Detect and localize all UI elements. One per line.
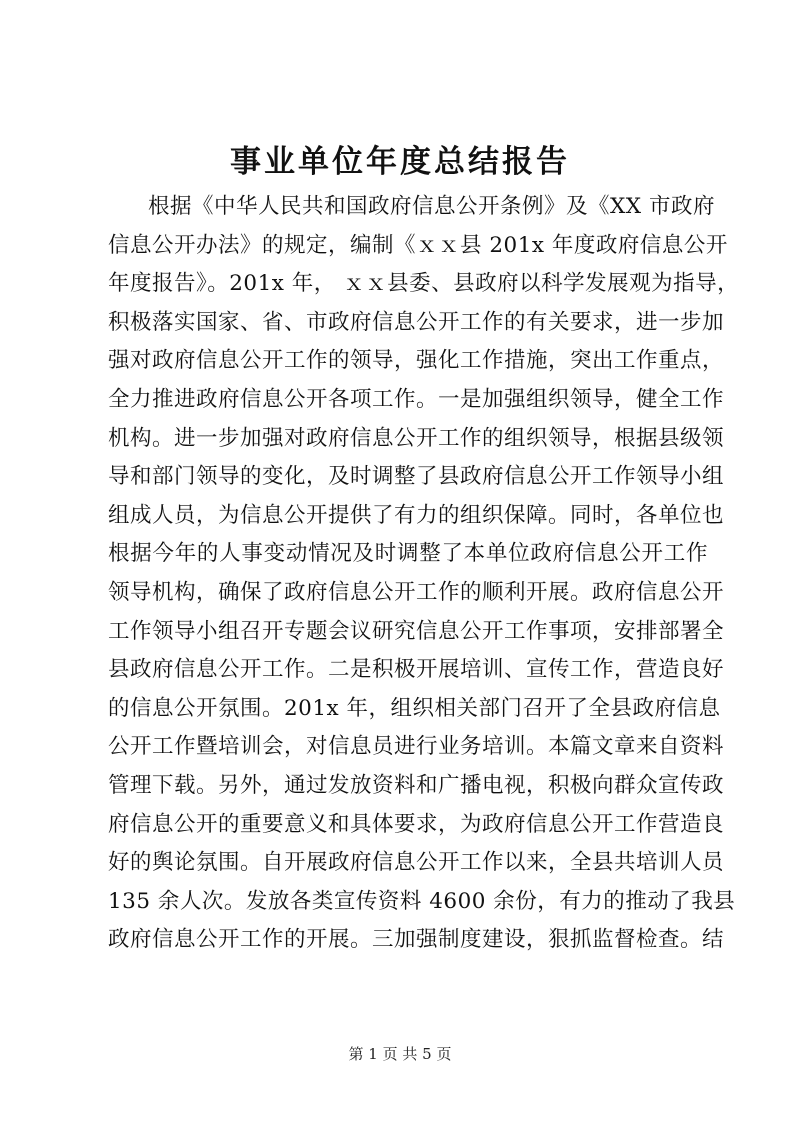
body-line: 领导机构，确保了政府信息公开工作的顺利开展。政府信息公开 [108, 579, 725, 605]
body-line: 管理下载。另外，通过发放资料和广播电视，积极向群众宣传政 [108, 772, 725, 798]
body-line: 工作领导小组召开专题会议研究信息公开工作事项，安排部署全 [108, 618, 725, 644]
body-line: 的信息公开氛围。201x 年，组织相关部门召开了全县政府信息 [108, 695, 721, 721]
body-line: 公开工作暨培训会，对信息员进行业务培训。本篇文章来自资料 [108, 734, 725, 760]
document-title: 事业单位年度总结报告 [230, 144, 570, 180]
body-line: 根据今年的人事变动情况及时调整了本单位政府信息公开工作 [108, 541, 708, 567]
body-line: 年度报告》。201x 年， ｘｘ县委、县政府以科学发展观为指导， [108, 271, 740, 297]
body-line: 机构。进一步加强对政府信息公开工作的组织领导，根据县级领 [108, 425, 725, 451]
body-line: 好的舆论氛围。自开展政府信息公开工作以来，全县共培训人员 [108, 850, 725, 876]
body-line: 信息公开办法》的规定，编制《ｘｘ县 201x 年度政府信息公开 [108, 232, 728, 258]
body-line: 导和部门领导的变化，及时调整了县政府信息公开工作领导小组 [108, 464, 725, 490]
body-line: 积极落实国家、省、市政府信息公开工作的有关要求，进一步加 [108, 309, 725, 335]
body-line: 根据《中华人民共和国政府信息公开条例》及《XX 市政府 [148, 194, 715, 219]
body-line: 政府信息公开工作的开展。三加强制度建设，狠抓监督检查。结 [108, 927, 725, 953]
page-number-footer: 第 1 页 共 5 页 [348, 1045, 452, 1063]
body-line: 府信息公开的重要意义和具体要求，为政府信息公开工作营造良 [108, 811, 725, 837]
body-line: 强对政府信息公开工作的领导，强化工作措施，突出工作重点， [108, 348, 725, 374]
body-line: 县政府信息公开工作。二是积极开展培训、宣传工作，营造良好 [108, 657, 725, 683]
body-line: 组成人员，为信息公开提供了有力的组织保障。同时，各单位也 [108, 502, 725, 528]
body-line: 135 余人次。发放各类宣传资料 4600 余份，有力的推动了我县 [108, 888, 736, 914]
body-line: 全力推进政府信息公开各项工作。一是加强组织领导，健全工作 [108, 386, 725, 412]
document-body [108, 188, 740, 960]
